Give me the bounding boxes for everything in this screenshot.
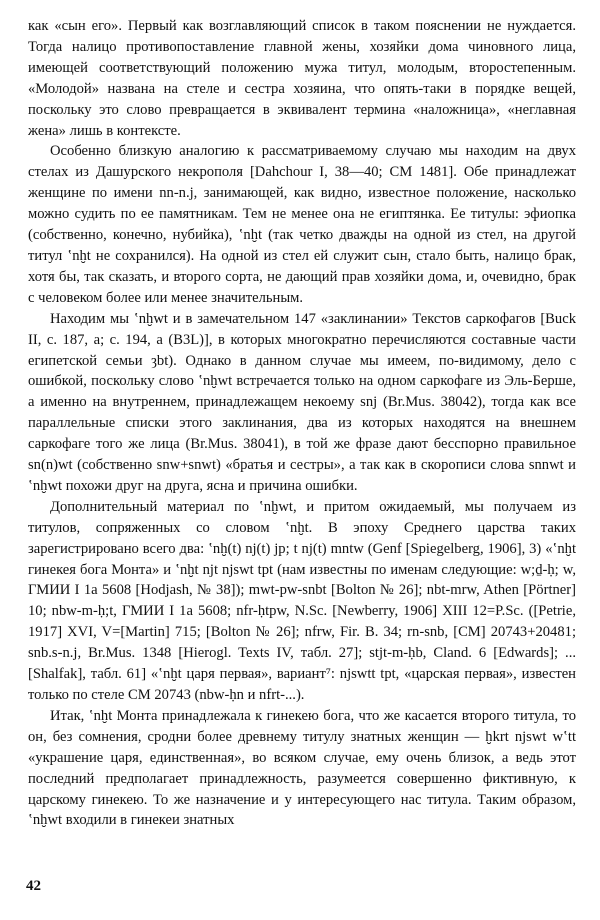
body-text: [28, 16, 576, 831]
paragraph-1: как «сын его». Первый как возглавляющий список в таком пояснении не нуждается. Тогда налицо противопоставление главной жены, хозяйки дома чиновного лица, имеющей соответствующий положению мужа титул, молодым, второстепенным. «Молодой» названа на стеле и сестра хозяина, что опять-таки в порядке вещей, поскольку это слово превращается в эквивалент термина «наложница», «неглавная жена» лишь в контексте.: [28, 18, 576, 139]
paragraph-3: Находим мы ʽnḫwt и в замечательном 147 «заклинании» Текстов саркофагов [Buck II, c. 187, a; c. 194, a (B3L)], в которых многократно перечисляются составные части египетской семьи ȝbt). Однако в данном случае мы имеем, по-видимому, дело с ошибкой, поскольку слово ʽnḫwt встречается только на одном саркофаге из Эль-Берше, а именно на внутреннем, принадлежащем некоему snj (Br.Mus. 38042), тогда как все параллельные списки этого заклинания, два из которых находятся на внешнем саркофаге того же лица (Br.Mus. 38041), в той же фразе дают бесспорно правильное sn(n)wt (собственно snw+snwt) «братья и сестры», а так как в скорописи слова snnwt и ʽnḫwt похожи друг на друга, ясна и причина ошибки.: [28, 310, 576, 494]
page-number: 42: [26, 878, 41, 894]
paragraph-2: Особенно близкую аналогию к рассматриваемому случаю мы находим на двух стелах из Дашурского некрополя [Dahchour I, 38—40; CM 1481]. Обе принадлежат женщине по имени nn-n.j, занимающей, как видно, известное положение, насколько можно судить по ее памятникам. Тем не менее она не египтянка. Ее титулы: эфиопка (собственно, конечно, нубийка), ʽnḫt (так четко дважды на одной из стел, на другой титул ʽnḫt не сохранился). На одной из стел ей служит сын, стало быть, налицо брак, хотя бы, так сказать, и второго сорта, не дающий прав хозяйки дома, и, очевидно, брак с человеком более или менее значительным.: [28, 143, 576, 306]
paragraph-5: Итак, ʽnḫt Монта принадлежала к гинекею бога, что же касается второго титула, то он, без сомнения, сродни более древнему титулу знатных женщин — ḫkrt njswt wʽtt «украшение царя, единственная», во всяком случае, ему очень близок, а ведь этот последний предполагает принадлежность, разумеется совершенно фиктивную, к царскому гинекею. То же назначение и у интересующего нас титула. Таким образом, ʽnḫwt входили в гинекеи знатных: [28, 707, 576, 829]
paragraph-4: Дополнительный материал по ʽnḫwt, и притом ожидаемый, мы получаем из титулов, сопряженных со словом ʽnḫt. В эпоху Среднего царства таких зарегистрировано всего два: ʽnḫ(t) nj(t) jp; t nj(t) mntw (Genf [Spiegelberg, 1906], 3) «ʽnḫt гинекея бога Монта» и ʽnḫt njt njswt tpt (нам известны по именам следующие: w;ḏ-ḥ; w, ГМИИ I 1a 5608 [Hodjash, № 38]); mwt-pw-snbt [Bolton № 26]; nbt-mrw, Athen [Pörtner] 10; nbw-m-ḥ;t, ГМИИ I 1a 5608; nfr-ḥtpw, N.Sc. [Newberry, 1906] XIII 12=P.Sc. ([Petrie, 1917] XVI, V=[Martin] 715; [Bolton № 26]; nfrw, Fir. B. 34; rn-snb, [CM] 20743+20481; snb.s-n.j, Br.Mus. 1348 [Hierogl. Texts IV, табл. 27]; stjt-m-ḥb, Cland. 6 [Edwards]; ... [Shalfak], табл. 61] «ʽnḫt царя первая», вариант⁷: njswtt tpt, «царская первая», известен только по стеле CM 20743 (nbw-ḥn и nfrt-...).: [28, 498, 576, 703]
